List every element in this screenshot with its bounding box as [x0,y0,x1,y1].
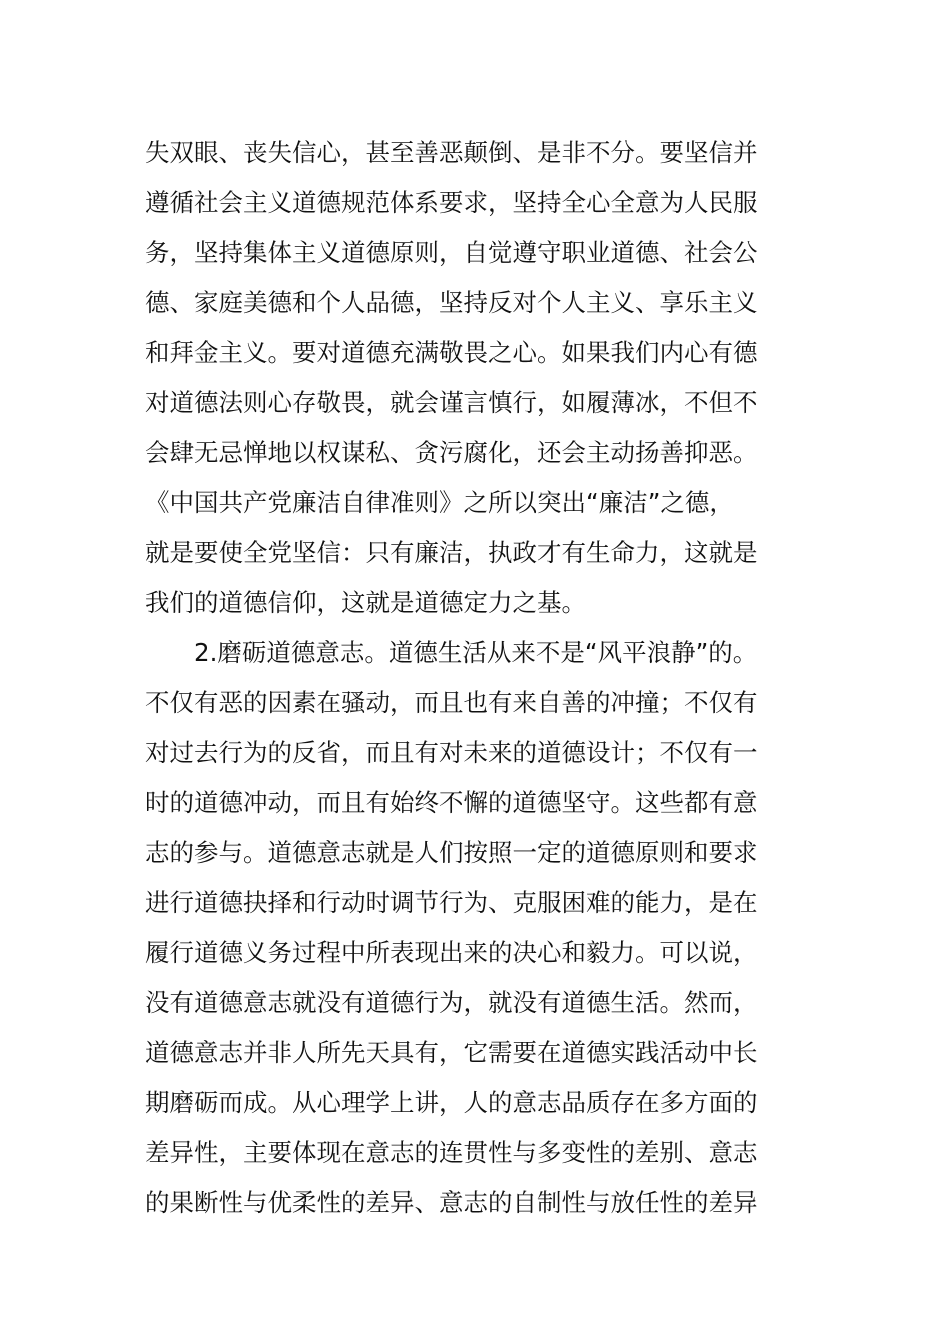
text-line: 遵循社会主义道德规范体系要求，坚持全心全意为人民服 [145,188,758,217]
text-line: 的果断性与优柔性的差异、意志的自制性与放任性的差异 [145,1188,758,1217]
text-line: 期磨砺而成。从心理学上讲，人的意志品质存在多方面的 [145,1088,758,1117]
text-line: 差异性，主要体现在意志的连贯性与多变性的差别、意志 [145,1138,758,1167]
text-line: 履行道德义务过程中所表现出来的决心和毅力。可以说， [145,938,758,967]
text-line: 对道德法则心存敬畏，就会谨言慎行，如履薄冰，不但不 [145,388,758,417]
text-line: 没有道德意志就没有道德行为，就没有道德生活。然而， [145,988,758,1017]
section-heading-line: 2.磨砺道德意志。道德生活从来不是“风平浪静”的。 [194,638,758,667]
text-line: 就是要使全党坚信：只有廉洁，执政才有生命力，这就是 [145,538,758,567]
text-line: 我们的道德信仰，这就是道德定力之基。 [145,588,586,617]
text-line: 失双眼、丧失信心，甚至善恶颠倒、是非不分。要坚信并 [145,138,758,167]
text-line: 不仅有恶的因素在骚动，而且也有来自善的冲撞；不仅有 [145,688,758,717]
text-line: 务，坚持集体主义道德原则，自觉遵守职业道德、社会公 [145,238,758,267]
text-line: 道德意志并非人所先天具有，它需要在道德实践活动中长 [145,1038,758,1067]
text-line: 《中国共产党廉洁自律准则》之所以突出“廉洁”之德， [145,488,734,517]
text-line: 和拜金主义。要对道德充满敬畏之心。如果我们内心有德 [145,338,758,367]
text-line: 时的道德冲动，而且有始终不懈的道德坚守。这些都有意 [145,788,758,817]
body-text [145,128,815,1228]
text-line: 进行道德抉择和行动时调节行为、克服困难的能力，是在 [145,888,758,917]
text-line: 对过去行为的反省，而且有对未来的道德设计；不仅有一 [145,738,758,767]
text-line: 志的参与。道德意志就是人们按照一定的道德原则和要求 [145,838,758,867]
text-line: 德、家庭美德和个人品德，坚持反对个人主义、享乐主义 [145,288,758,317]
text-line: 会肆无忌惮地以权谋私、贪污腐化，还会主动扬善抑恶。 [145,438,758,467]
